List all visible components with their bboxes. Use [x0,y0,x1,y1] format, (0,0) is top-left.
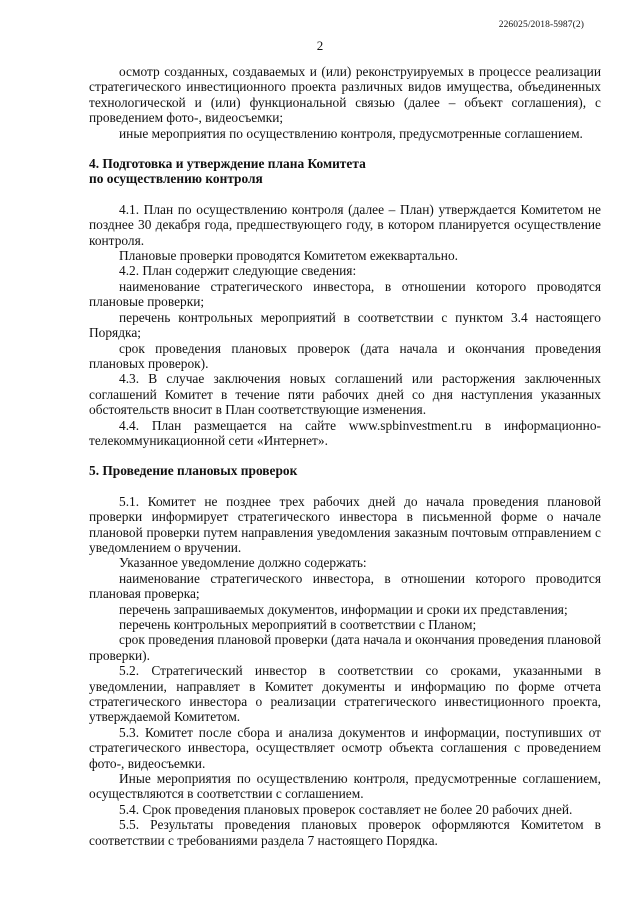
paragraph-5-5: 5.5. Результаты проведения плановых проверок оформляются Комитетом в соответствии с требованиями раздела 7 настоящего Порядка. [89,817,601,848]
paragraph: осмотр созданных, создаваемых и (или) реконструируемых в процессе реализации стратегического инвестиционного проекта различных видов имущества, объединенных технологической и (или) функциональной связью (далее – объект соглашения), с проведением фото-, видеосъемки; [89,64,601,126]
section-4-heading-line2: по осуществлению контроля [89,171,263,187]
section-5-heading: 5. Проведение плановых проверок [89,463,298,479]
page-number: 2 [316,38,324,53]
paragraph: Иные мероприятия по осуществлению контроля, предусмотренные соглашением, осуществляются в соответствии с соглашением. [89,771,601,802]
paragraph: наименование стратегического инвестора, в отношении которого проводится плановая проверка; [89,570,601,602]
paragraph-5-2: 5.2. Стратегический инвестор в соответствии со сроками, указанными в уведомлении, направляет в Комитет документы и информацию по форме отчета стратегического инвестора о реализации стратегического инвестиционного проекта, утверждаемой Комитетом. [89,663,601,725]
paragraph: перечень запрашиваемых документов, информации и сроки их представления; [119,601,568,617]
paragraph: срок проведения плановых проверок (дата начала и окончания проведения плановых проверок). [89,340,601,371]
paragraph-4-2: 4.2. План содержит следующие сведения: [119,263,357,279]
paragraph-5-1: 5.1. Комитет не позднее трех рабочих дней до начала проведения плановой проверки информирует стратегического инвестора в письменной форме о начале плановой проверки путем направления уведомления заказным почтовым отправлением с уведомлением о вручении. [89,493,601,555]
paragraph: Плановые проверки проводятся Комитетом ежеквартально. [119,248,458,264]
paragraph-4-1: 4.1. План по осуществлению контроля (далее – План) утверждается Комитетом не позднее 30 декабря года, предшествующего году, в котором планируется осуществление контроля. [89,201,601,248]
paragraph-4-3: 4.3. В случае заключения новых соглашений или расторжения заключенных соглашений Комитет в течение пяти рабочих дней со дня наступления указанных обстоятельств вносит в План соответствующие изменения. [89,371,601,418]
paragraph-5-3: 5.3. Комитет после сбора и анализа документов и информации, поступивших от стратегического инвестора, осуществляет осмотр объекта соглашения с проведением фото-, видеосъемки. [89,724,601,771]
paragraph: перечень контрольных мероприятий в соответствии с Планом; [119,617,477,632]
paragraph: перечень контрольных мероприятий в соответствии с пунктом 3.4 настоящего Порядка; [89,309,601,341]
paragraph-4-4: 4.4. План размещается на сайте www.spbinvestment.ru в информационно-телекоммуникационной сети «Интернет». [89,417,601,448]
paragraph: наименование стратегического инвестора, в отношении которого проводятся плановые проверки; [89,278,601,310]
paragraph: Указанное уведомление должно содержать: [119,555,367,571]
document-body [89,64,601,848]
document-number: 226025/2018-5987(2) [498,20,584,30]
section-4-heading: 4. Подготовка и утверждение плана Комитета [89,156,366,172]
paragraph-5-4: 5.4. Срок проведения плановых проверок составляет не более 20 рабочих дней. [119,801,573,817]
paragraph: срок проведения плановой проверки (дата начала и окончания проведения плановой проверки). [89,632,601,663]
paragraph: иные мероприятия по осуществлению контроля, предусмотренные соглашением. [119,125,583,141]
